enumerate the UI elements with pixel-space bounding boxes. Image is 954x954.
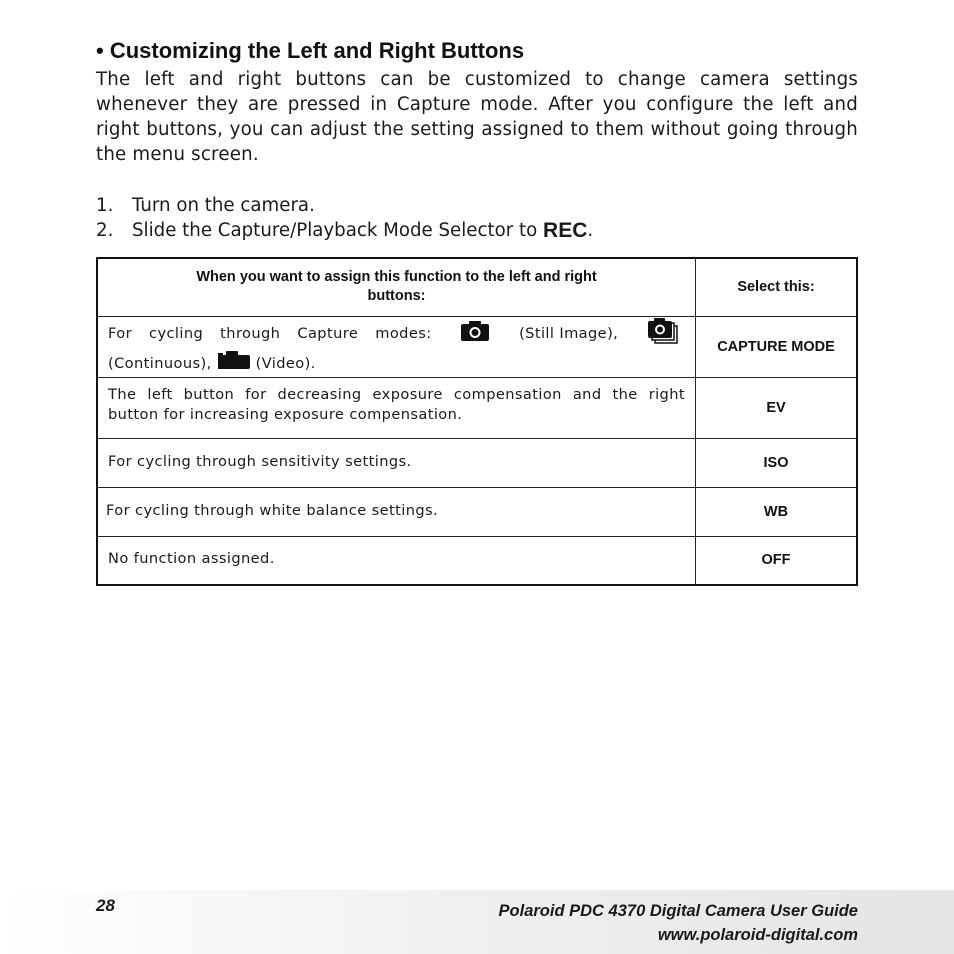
row-value: ISO (696, 438, 858, 487)
header-function: When you want to assign this function to the left and right buttons: (97, 258, 696, 316)
table-row (97, 438, 857, 487)
table-row (97, 536, 857, 585)
section-heading: • Customizing the Left and Right Buttons (96, 38, 525, 63)
row-description (97, 536, 696, 585)
row-description (97, 438, 696, 487)
steps-list (96, 193, 593, 243)
row-description (97, 316, 696, 377)
row-value: CAPTURE MODE (696, 316, 858, 377)
video-icon (217, 351, 251, 377)
row-description (97, 487, 696, 536)
footer-guide (499, 899, 858, 947)
step-number: 1. (96, 195, 114, 216)
step-suffix: . (587, 220, 594, 241)
step-text: Slide the Capture/Playback Mode Selector to (132, 220, 544, 241)
page-number: 28 (96, 896, 115, 915)
table-row (97, 316, 857, 377)
table-row (97, 487, 857, 536)
step-1 (96, 193, 593, 218)
table-header-row (97, 258, 857, 316)
guide-title: Polaroid PDC 4370 Digital Camera User Guide (498, 902, 858, 920)
button-function-table (96, 257, 858, 586)
row-value: EV (696, 377, 858, 438)
row-description-text: For cycling through sensitivity settings. (108, 452, 412, 470)
row-value: OFF (696, 536, 858, 585)
step-text: Turn on the camera. (132, 195, 315, 216)
capture-modes-text: For cycling through Capture modes: (108, 324, 432, 342)
continuous-icon (647, 317, 679, 351)
row-description-text: No function assigned. (108, 550, 275, 568)
table-row (97, 377, 857, 438)
video-text: (Video). (255, 354, 316, 372)
row-description (97, 377, 696, 438)
still-image-icon (460, 320, 490, 348)
website-link[interactable]: www.polaroid-digital.com (657, 926, 858, 944)
row-value: WB (696, 487, 858, 536)
still-image-text: (Still Image), (519, 324, 619, 342)
row-description-text: For cycling through white balance settings. (106, 501, 439, 519)
step-number: 2. (96, 220, 114, 241)
intro-paragraph: The left and right buttons can be customized to change camera settings whenever they are pressed in Capture mode. After you configure the left and right buttons, you can adjust the setting assigned to them without going through the menu screen. (96, 69, 858, 165)
row-description-text: The left button for decreasing exposure compensation and the right button for increasing exposure compensation. (108, 385, 685, 423)
continuous-text: (Continuous), (108, 354, 212, 372)
header-select: Select this: (696, 258, 858, 316)
step-2 (96, 218, 593, 243)
rec-mode-label: REC (543, 219, 588, 242)
